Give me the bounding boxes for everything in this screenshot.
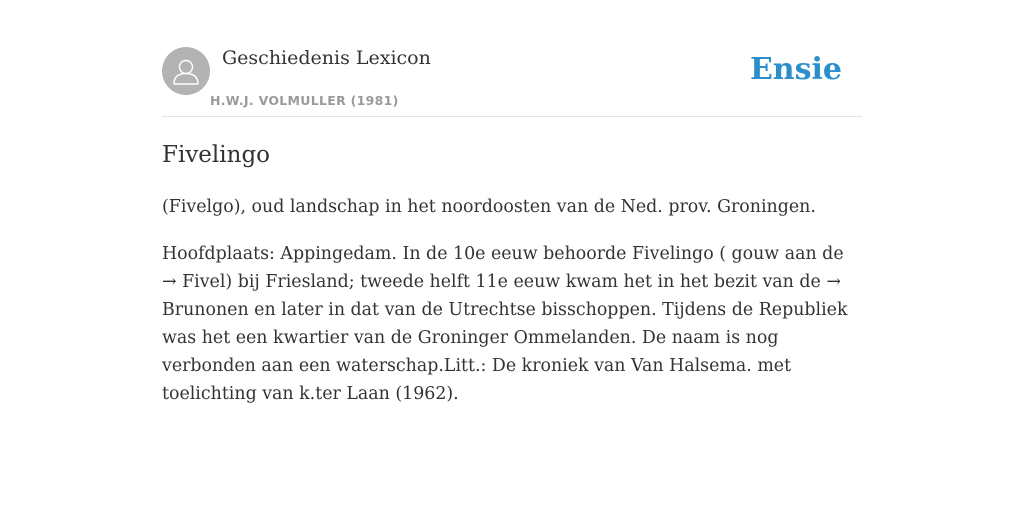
entry-paragraph: Hoofdplaats: Appingedam. In de 10e eeuw behoorde Fivelingo ( gouw aan de → Fivel) bij Friesland; tweede helft 11e eeuw kwam het in het bezit van de → Brunonen en later in dat van de Utrechtse bisschoppen. Tijdens de Republiek was het een kwartier van de Groninger Ommelanden. De naam is nog verbonden aan een waterschap.Litt.: De kroniek van Van Halsema. met toelichting van k.ter Laan (1962). — [162, 244, 848, 404]
entry-body — [162, 193, 862, 427]
page — [162, 0, 862, 512]
source-author: H.W.J. VOLMULLER (1981) — [210, 93, 399, 108]
entry-title: Fivelingo — [162, 142, 271, 168]
ensie-logo[interactable]: Ensie — [749, 52, 842, 87]
entry-paragraph: (Fivelgo), oud landschap in het noordoosten van de Ned. prov. Groningen. — [162, 197, 816, 217]
avatar[interactable] — [162, 47, 210, 95]
user-icon — [162, 47, 210, 95]
source-header — [162, 46, 862, 117]
source-title[interactable]: Geschiedenis Lexicon — [222, 47, 431, 69]
